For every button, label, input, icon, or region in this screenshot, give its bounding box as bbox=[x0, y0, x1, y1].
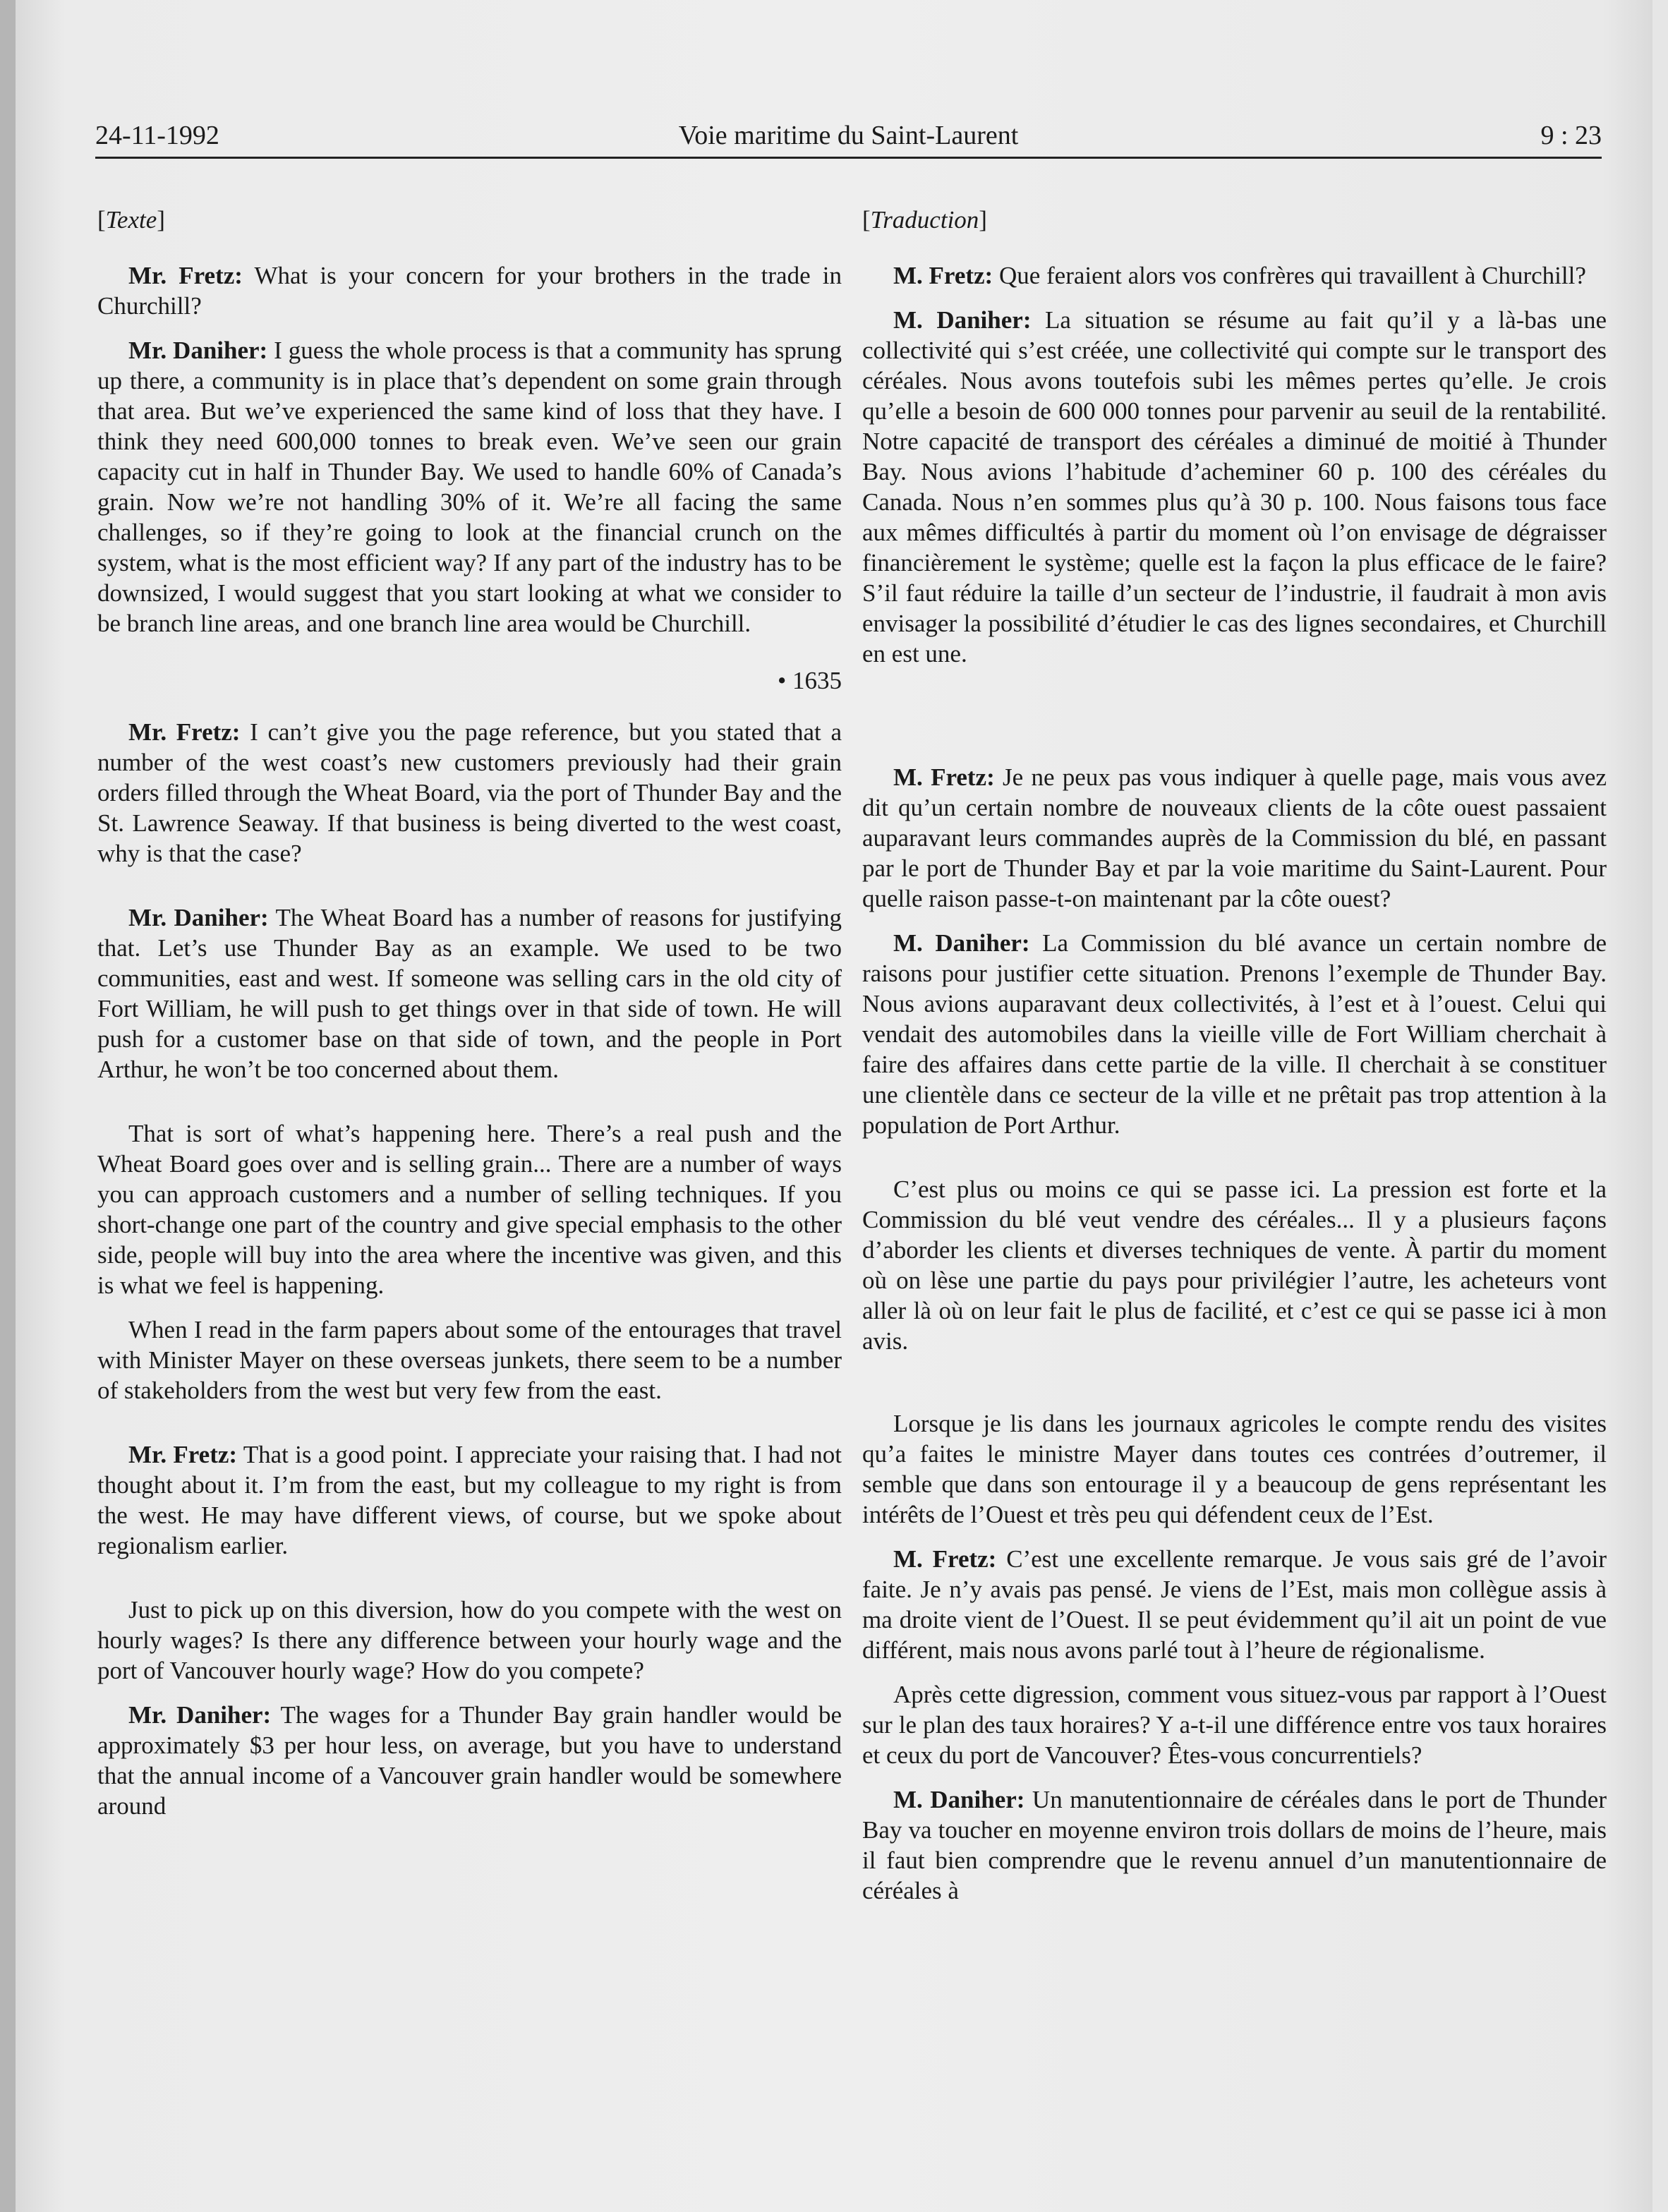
paragraph: Mr. Daniher: The Wheat Board has a number of reasons for justifying that. Let’s use Thunder Bay as an example. We used to be two communities, east and west. If someone was selling cars in the old city of Fort William, he will push to get things over in that side of town. He will push for a customer base on that side of town, and the people in Port Arthur, he won’t be too concerned about them. bbox=[97, 904, 842, 1083]
running-header bbox=[95, 113, 1602, 159]
french-column bbox=[862, 205, 1607, 1920]
paragraph: M. Fretz: Que feraient alors vos confrères qui travaillent à Churchill? bbox=[893, 262, 1586, 289]
header-date: 24-11-1992 bbox=[95, 121, 219, 150]
speaker: M. Daniher: bbox=[893, 1786, 1025, 1813]
paragraph: Just to pick up on this diversion, how do you compete with the west on hourly wages? Is there any difference between your hourly wage and the port of Vancouver hourly wage? How do you compete? bbox=[97, 1596, 842, 1684]
paragraph: M. Fretz: C’est une excellente remarque. Je vous sais gré de l’avoir faite. Je n’y avais pas pensé. Je viens de l’Est, mais mon collègue assis à ma droite vient de l’Ouest. Il se peut évidemment qu’il ait un point de vue différent, mais nous avons parlé tout à l’heure de régionalisme. bbox=[862, 1545, 1607, 1664]
paragraph: Après cette digression, comment vous situez-vous par rapport à l’Ouest sur le plan des taux horaires? Y a-t-il une différence entre vos taux horaires et ceux du port de Vancouver? Êtes-vous concurrentiels? bbox=[862, 1681, 1607, 1769]
paragraph: M. Daniher: La situation se résume au fait qu’il y a là-bas une collectivité qui s’est créée, une collectivité qui compte sur le transport des céréales. Nous avons toutefois subi les mêmes pertes qu’elle. Je crois qu’elle a besoin de 600 000 tonnes pour parvenir au seuil de la rentabilité. Notre capacité de transport des céréales a diminué de moitié à Thunder Bay. Nous avions l’habitude d’acheminer 60 p. 100 des céréales du Canada. Nous n’en sommes plus qu’à 30 p. 100. Nous faisons tous face aux mêmes difficultés à partir du moment où l’on envisage de dégraisser financièrement le système; quelle est la façon la plus efficace de le faire? S’il faut réduire la taille d’un secteur de l’industrie, il faudrait à mon avis envisager la possibilité d’étudier le cas des lignes secondaires, et Churchill en est une. bbox=[862, 306, 1607, 667]
speaker: Mr. Fretz: bbox=[128, 718, 241, 746]
speaker: Mr. Fretz: bbox=[128, 262, 243, 289]
section-tag: [Texte] bbox=[97, 206, 165, 234]
speaker: Mr. Daniher: bbox=[128, 337, 268, 364]
paragraph: M. Daniher: Un manutentionnaire de céréales dans le port de Thunder Bay va toucher en moyenne environ trois dollars de moins de l’heure, mais il faut bien comprendre que le revenu annuel d’un manutentionnaire de céréales à bbox=[862, 1786, 1607, 1904]
speaker: Mr. Fretz: bbox=[128, 1441, 238, 1468]
paragraph: Mr. Daniher: I guess the whole process is that a community has sprung up there, a community is in place that’s dependent on some grain through that area. But we’ve experienced the same kind of loss that they have. I think they need 600,000 tonnes to break even. We’ve seen our grain capacity cut in half in Thunder Bay. We used to handle 60% of Canada’s grain. Now we’re not handling 30% of it. We’re all facing the same challenges, so if they’re going to look at the financial crunch on the system, what is the most efficient way? If any part of the industry has to be downsized, I would suggest that you start looking at what we consider to be branch line areas, and one branch line area would be Churchill. bbox=[97, 337, 842, 637]
speaker: M. Fretz: bbox=[893, 262, 993, 289]
time-marker: • 1635 bbox=[777, 667, 842, 694]
speaker: M. Daniher: bbox=[893, 306, 1032, 334]
paragraph: Mr. Fretz: That is a good point. I appreciate your raising that. I had not thought about it. I’m from the east, but my colleague to my right is from the west. He may have different views, of course, but we spoke about regionalism earlier. bbox=[97, 1441, 842, 1559]
binding-edge bbox=[0, 0, 16, 2212]
section-tag: [Traduction] bbox=[862, 206, 987, 234]
speaker: M. Daniher: bbox=[893, 929, 1030, 957]
speaker: Mr. Daniher: bbox=[128, 1701, 272, 1729]
paragraph: M. Daniher: La Commission du blé avance un certain nombre de raisons pour justifier cette situation. Prenons l’exemple de Thunder Bay. Nous avions auparavant deux collectivités, à l’est et à l’ouest. Celui qui vendait des automobiles dans la vieille ville de Fort William cherchait à faire des affaires dans cette partie de la ville. Il cherchait à se constituer une clientèle dans ce secteur de la ville et ne prêtait pas trop attention à la population de Port Arthur. bbox=[862, 929, 1607, 1139]
paragraph: That is sort of what’s happening here. There’s a real push and the Wheat Board goes over and is selling grain... There are a number of ways you can approach customers and a number of selling techniques. If you short-change one part of the country and give special emphasis to the other side, people will buy into the area where the incentive was given, and this is what we feel is happening. bbox=[97, 1120, 842, 1299]
paragraph: M. Fretz: Je ne peux pas vous indiquer à quelle page, mais vous avez dit qu’un certain nombre de nouveaux clients de la côte ouest passaient auparavant leurs commandes auprès de la Commission du blé, en passant par le port de Thunder Bay et par la voie maritime du Saint-Laurent. Pour quelle raison passe-t-on maintenant par la côte ouest? bbox=[862, 763, 1607, 912]
paragraph: When I read in the farm papers about some of the entourages that travel with Minister Mayer on these overseas junkets, there seem to be a number of stakeholders from the west but very few from the east. bbox=[97, 1316, 842, 1404]
paragraph: Mr. Fretz: I can’t give you the page reference, but you stated that a number of the west coast’s new customers previously had their grain orders filled through the Wheat Board, via the port of Thunder Bay and the St. Lawrence Seaway. If that business is being diverted to the west coast, why is that the case? bbox=[97, 718, 842, 867]
speaker: Mr. Daniher: bbox=[128, 904, 269, 931]
speaker: M. Fretz: bbox=[893, 1545, 997, 1573]
speaker: M. Fretz: bbox=[893, 763, 995, 791]
english-column bbox=[97, 205, 842, 1835]
header-page-number: 9 : 23 bbox=[1540, 121, 1602, 150]
paragraph: Mr. Fretz: What is your concern for your brothers in the trade in Churchill? bbox=[97, 262, 842, 320]
paragraph: C’est plus ou moins ce qui se passe ici. La pression est forte et la Commission du blé veut vendre des céréales... Il y a plusieurs façons d’aborder les clients et diverses techniques de vente. À partir du moment où on lèse une partie du pays pour privilégier l’autre, les acheteurs vont aller là où on leur fait le plus de facilité, et c’est ce qui se passe ici à mon avis. bbox=[862, 1175, 1607, 1355]
header-title: Voie maritime du Saint-Laurent bbox=[678, 121, 1019, 150]
paragraph: Lorsque je lis dans les journaux agricoles le compte rendu des visites qu’a faites le ministre Mayer dans toutes ces contrées d’outremer, il semble que dans son entourage il y a beaucoup de gens représentant les intérêts de l’Ouest et très peu qui défendent ceux de l’Est. bbox=[862, 1410, 1607, 1528]
paragraph: Mr. Daniher: The wages for a Thunder Bay grain handler would be approximately $3 per hour less, on average, but you have to understand that the annual income of a Vancouver grain handler would be somewhere around bbox=[97, 1701, 842, 1820]
